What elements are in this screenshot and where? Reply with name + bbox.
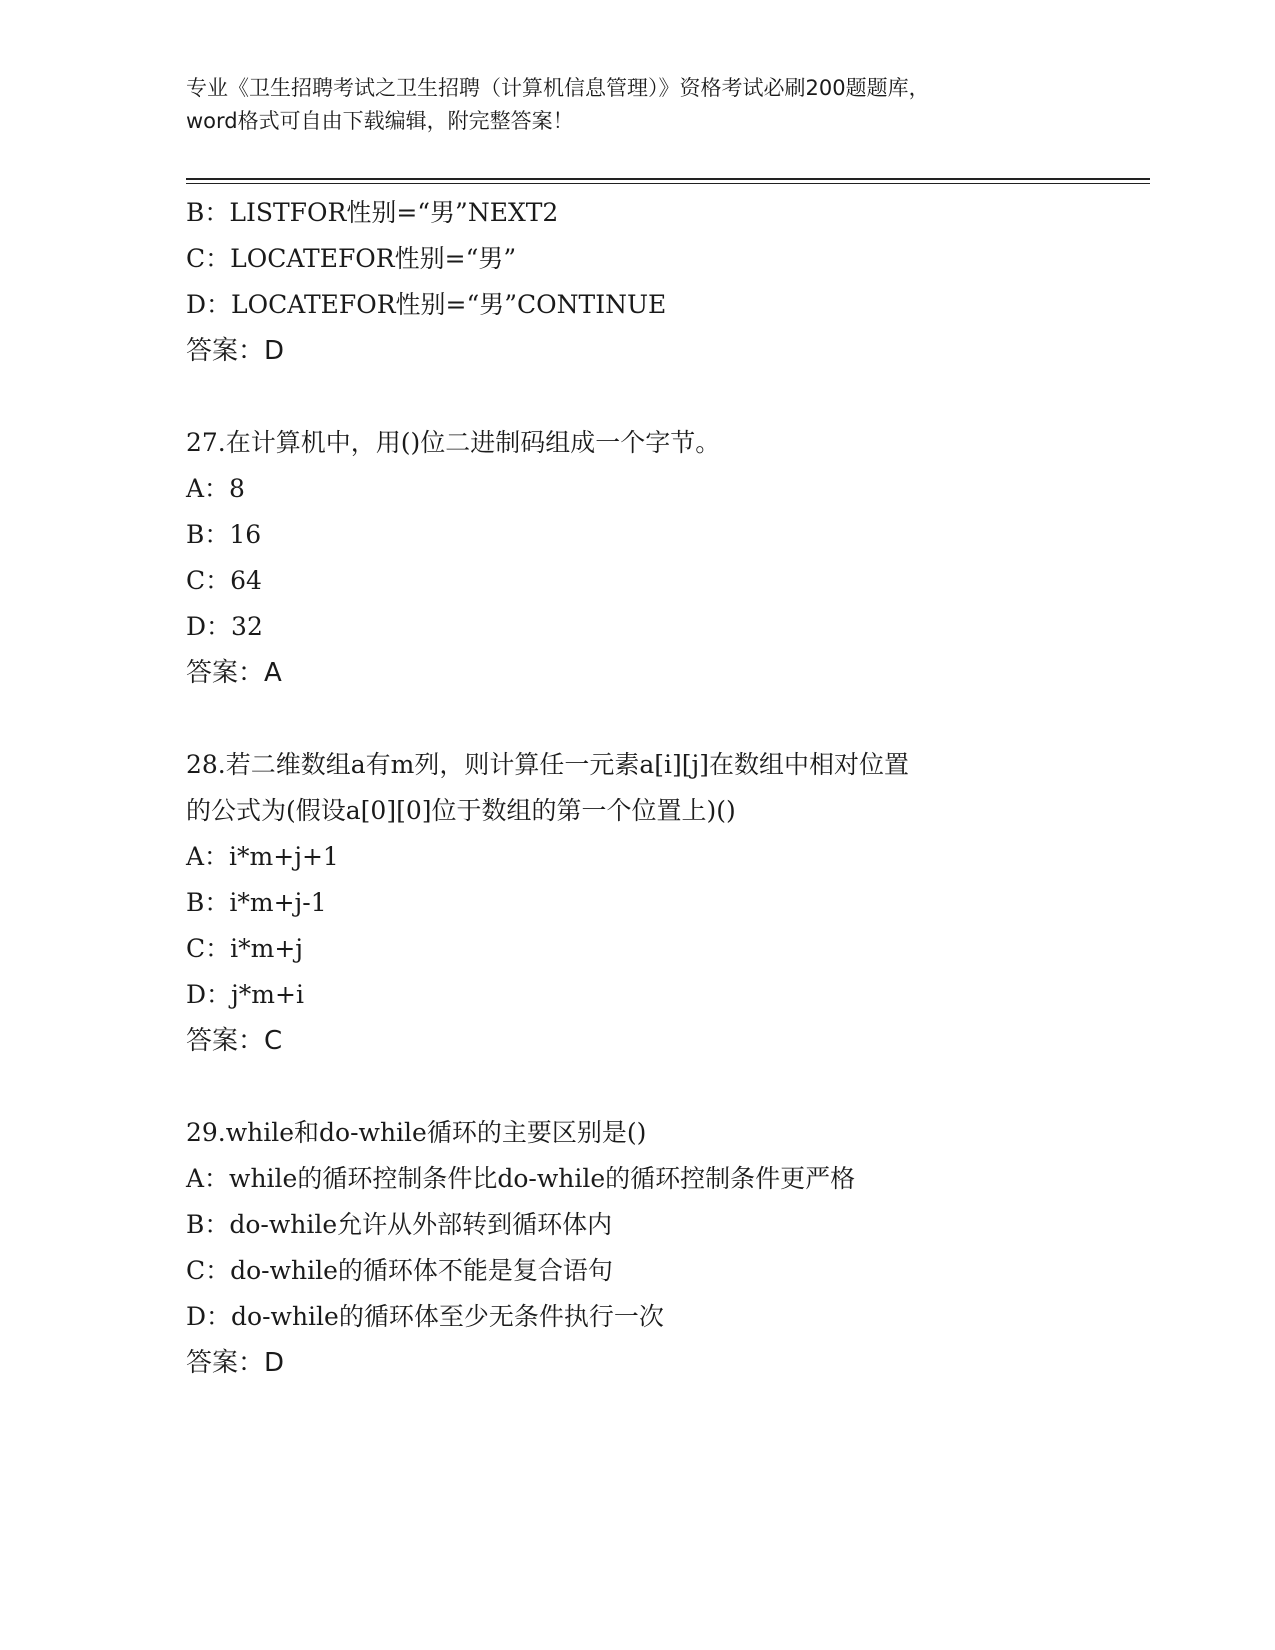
answer: 答案：D [186, 336, 285, 366]
option-b: B：i*m+j-1 [186, 888, 327, 917]
question-text: 29.while和do-while循环的主要区别是() [186, 1118, 647, 1147]
option-a: A：8 [186, 474, 245, 503]
question-text-line-1: 28.若二维数组a有m列，则计算任一元素a[i][j]在数组中相对位置 [186, 750, 910, 779]
option-c: C：64 [186, 566, 262, 595]
question-26-tail [186, 190, 1086, 374]
document-header [186, 72, 1086, 138]
header-line-1: 专业《卫生招聘考试之卫生招聘（计算机信息管理）》资格考试必刷200题题库， [186, 76, 930, 100]
answer: 答案：D [186, 1348, 285, 1378]
spacer [186, 374, 1086, 420]
option-b: B：16 [186, 520, 262, 549]
option-d: D：do-while的循环体至少无条件执行一次 [186, 1302, 664, 1331]
header-divider [186, 178, 1150, 184]
answer: 答案：A [186, 658, 282, 688]
spacer [186, 696, 1086, 742]
option-c: C：i*m+j [186, 934, 304, 963]
question-text: 27.在计算机中，用()位二进制码组成一个字节。 [186, 428, 721, 457]
spacer [186, 1064, 1086, 1110]
question-29 [186, 1110, 1086, 1386]
option-b: B：LISTFOR性别=“男”NEXT2 [186, 198, 559, 227]
question-28 [186, 742, 1086, 1064]
option-d: D：LOCATEFOR性别=“男”CONTINUE [186, 290, 667, 319]
option-a: A：i*m+j+1 [186, 842, 339, 871]
option-b: B：do-while允许从外部转到循环体内 [186, 1210, 613, 1239]
question-list [186, 190, 1086, 1386]
option-d: D：j*m+i [186, 980, 304, 1009]
option-c: C：do-while的循环体不能是复合语句 [186, 1256, 613, 1285]
option-d: D：32 [186, 612, 263, 641]
option-a: A：while的循环控制条件比do-while的循环控制条件更严格 [186, 1164, 856, 1193]
answer: 答案：C [186, 1026, 283, 1056]
question-text-line-2: 的公式为(假设a[0][0]位于数组的第一个位置上)() [186, 796, 736, 825]
header-line-2: word格式可自由下载编辑，附完整答案！ [186, 109, 574, 133]
option-c: C：LOCATEFOR性别=“男” [186, 244, 517, 273]
question-27 [186, 420, 1086, 696]
